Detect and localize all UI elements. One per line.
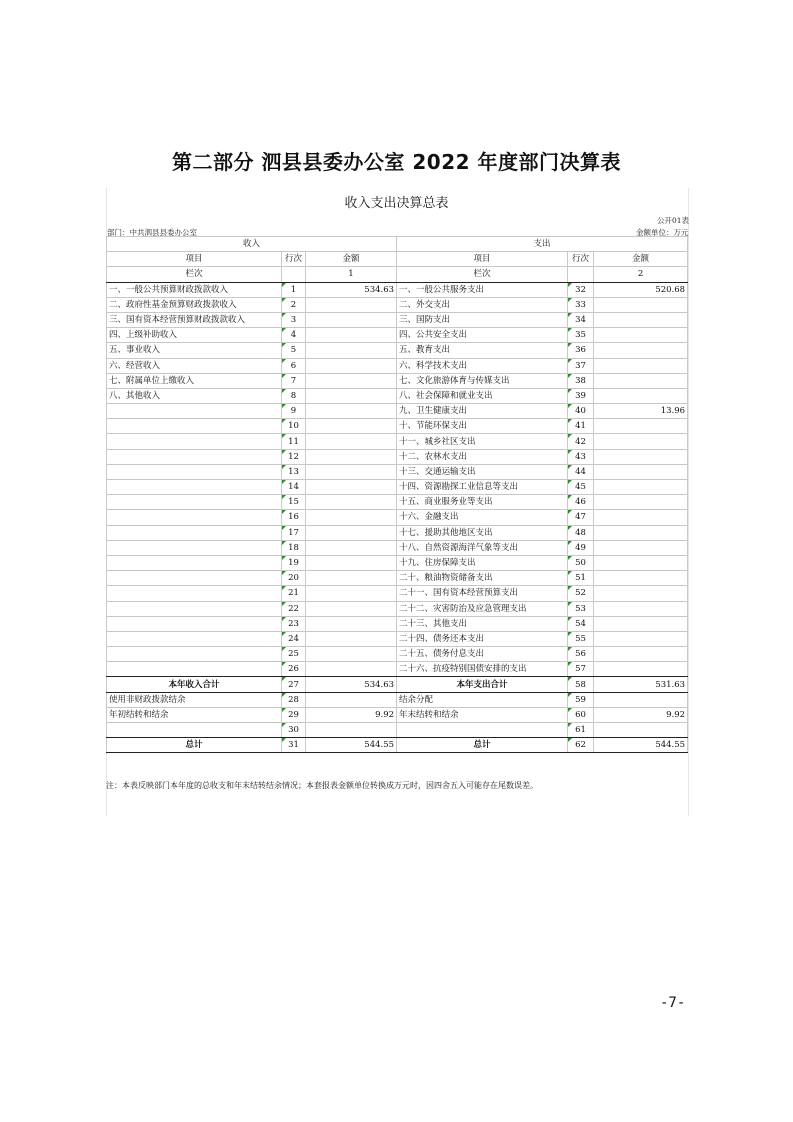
expense-item: 三、国防支出 <box>397 312 568 327</box>
income-amount: 544.55 <box>306 738 397 753</box>
income-amount <box>306 480 397 495</box>
expense-line-number: 54 <box>568 616 594 631</box>
income-amount: 534.63 <box>306 677 397 692</box>
expense-item: 八、社会保障和就业支出 <box>397 388 568 403</box>
expense-item: 二十四、债务还本支出 <box>397 631 568 646</box>
expense-amount <box>594 692 688 707</box>
footnote: 注：本表反映部门本年度的总收支和年末结转结余情况；本套报表金额单位转换成万元时，因四舍五入可能存在尾数误差。 <box>106 781 538 790</box>
income-line-number: 1 <box>282 282 306 297</box>
income-expense-table <box>106 236 688 753</box>
income-line-number: 27 <box>282 677 306 692</box>
income-amount <box>306 297 397 312</box>
expense-line-number: 37 <box>568 358 594 373</box>
table-row <box>107 510 688 525</box>
income-amount <box>306 647 397 662</box>
income-line-number: 14 <box>282 480 306 495</box>
table-row <box>107 312 688 327</box>
income-item: 三、国有资本经营预算财政拨款收入 <box>107 312 282 327</box>
expense-line-number: 55 <box>568 631 594 646</box>
income-item: 六、经营收入 <box>107 358 282 373</box>
expense-line-number: 49 <box>568 540 594 555</box>
expense-item: 二十二、灾害防治及应急管理支出 <box>397 601 568 616</box>
income-amount: 9.92 <box>306 707 397 722</box>
income-amount <box>306 616 397 631</box>
expense-line-number: 52 <box>568 586 594 601</box>
expense-amount <box>594 419 688 434</box>
income-line-number: 9 <box>282 404 306 419</box>
expense-line-number: 44 <box>568 464 594 479</box>
income-item <box>107 555 282 570</box>
expense-line-number: 62 <box>568 738 594 753</box>
income-amount <box>306 601 397 616</box>
expense-item: 四、公共安全支出 <box>397 328 568 343</box>
income-amount <box>306 631 397 646</box>
table-row <box>107 282 688 297</box>
income-line-number: 10 <box>282 419 306 434</box>
income-item <box>107 723 282 738</box>
expense-item: 十六、金融支出 <box>397 510 568 525</box>
income-item <box>107 404 282 419</box>
expense-line-number: 57 <box>568 662 594 677</box>
expense-line-number: 39 <box>568 388 594 403</box>
expense-amount <box>594 312 688 327</box>
expense-item: 二十、粮油物资储备支出 <box>397 571 568 586</box>
income-item: 年初结转和结余 <box>107 707 282 722</box>
expense-amount <box>594 495 688 510</box>
table-row <box>107 358 688 373</box>
income-line-number: 17 <box>282 525 306 540</box>
table-row <box>107 601 688 616</box>
income-amount <box>306 540 397 555</box>
column-header-row <box>107 252 688 267</box>
expense-amount <box>594 464 688 479</box>
expense-line-number: 50 <box>568 555 594 570</box>
income-line-number: 3 <box>282 312 306 327</box>
expense-item: 十七、援助其他地区支出 <box>397 525 568 540</box>
column-index-row <box>107 267 688 282</box>
income-item <box>107 571 282 586</box>
expense-item: 结余分配 <box>397 692 568 707</box>
expense-amount <box>594 647 688 662</box>
expense-line-number: 60 <box>568 707 594 722</box>
unit-label: 金额单位：万元 <box>636 228 689 237</box>
table-row <box>107 662 688 677</box>
table-row <box>107 616 688 631</box>
income-column-label: 栏次 <box>107 267 282 282</box>
expense-item: 本年支出合计 <box>397 677 568 692</box>
income-item <box>107 662 282 677</box>
income-amount-header: 金额 <box>306 252 397 267</box>
income-line-number: 24 <box>282 631 306 646</box>
income-item <box>107 495 282 510</box>
table-row <box>107 297 688 312</box>
department-label: 部门：中共泗县县委办公室 <box>107 228 197 237</box>
income-item <box>107 540 282 555</box>
income-amount <box>306 510 397 525</box>
expense-amount: 13.96 <box>594 404 688 419</box>
income-amount <box>306 312 397 327</box>
income-line-number: 20 <box>282 571 306 586</box>
income-item <box>107 434 282 449</box>
table-row <box>107 480 688 495</box>
expense-amount <box>594 480 688 495</box>
income-line-number: 21 <box>282 586 306 601</box>
form-number: 公开01表 <box>657 216 690 225</box>
income-amount <box>306 464 397 479</box>
expense-amount <box>594 723 688 738</box>
expense-item: 六、科学技术支出 <box>397 358 568 373</box>
expense-amount <box>594 525 688 540</box>
expense-item: 二十三、其他支出 <box>397 616 568 631</box>
expense-line-number: 61 <box>568 723 594 738</box>
table-row <box>107 525 688 540</box>
expense-item: 二十五、债务付息支出 <box>397 647 568 662</box>
table-title: 收入支出决算总表 <box>344 196 449 211</box>
table-row <box>107 328 688 343</box>
income-line-number: 19 <box>282 555 306 570</box>
income-line-number: 28 <box>282 692 306 707</box>
expense-item: 十八、自然资源海洋气象等支出 <box>397 540 568 555</box>
income-line-number: 11 <box>282 434 306 449</box>
income-item: 七、附属单位上缴收入 <box>107 373 282 388</box>
expense-item: 二十六、抗疫特别国债安排的支出 <box>397 662 568 677</box>
expense-line-number: 32 <box>568 282 594 297</box>
income-item: 一、一般公共预算财政拨款收入 <box>107 282 282 297</box>
expense-amount <box>594 616 688 631</box>
expense-amount <box>594 343 688 358</box>
expense-amount <box>594 373 688 388</box>
income-line-number: 12 <box>282 449 306 464</box>
income-amount <box>306 525 397 540</box>
expense-item: 十、节能环保支出 <box>397 419 568 434</box>
income-item: 本年收入合计 <box>107 677 282 692</box>
income-item: 使用非财政拨款结余 <box>107 692 282 707</box>
expense-amount <box>594 540 688 555</box>
income-amount <box>306 723 397 738</box>
income-line-number: 7 <box>282 373 306 388</box>
income-item: 四、上级补助收入 <box>107 328 282 343</box>
expense-line-number: 58 <box>568 677 594 692</box>
expense-amount: 520.68 <box>594 282 688 297</box>
expense-amount <box>594 510 688 525</box>
income-column-index: 1 <box>306 267 397 282</box>
page-number: -7- <box>660 995 686 1011</box>
expense-item: 十五、商业服务业等支出 <box>397 495 568 510</box>
income-item <box>107 616 282 631</box>
expense-item: 年末结转和结余 <box>397 707 568 722</box>
expense-column-label: 栏次 <box>397 267 568 282</box>
expense-item: 十九、住房保障支出 <box>397 555 568 570</box>
expense-amount <box>594 358 688 373</box>
income-amount <box>306 373 397 388</box>
expense-amount <box>594 586 688 601</box>
table-row <box>107 404 688 419</box>
income-amount <box>306 434 397 449</box>
expense-amount <box>594 328 688 343</box>
income-item <box>107 601 282 616</box>
income-amount <box>306 404 397 419</box>
table-row <box>107 540 688 555</box>
expense-item: 十一、城乡社区支出 <box>397 434 568 449</box>
income-line-number: 18 <box>282 540 306 555</box>
expense-line-number: 43 <box>568 449 594 464</box>
expense-amount <box>594 571 688 586</box>
expense-line-number: 33 <box>568 297 594 312</box>
income-amount <box>306 449 397 464</box>
expense-item: 十二、农林水支出 <box>397 449 568 464</box>
expense-item: 七、文化旅游体育与传媒支出 <box>397 373 568 388</box>
income-item: 总计 <box>107 738 282 753</box>
income-item: 八、其他收入 <box>107 388 282 403</box>
income-item <box>107 525 282 540</box>
table-row <box>107 707 688 722</box>
expense-line-number: 45 <box>568 480 594 495</box>
income-item <box>107 480 282 495</box>
expense-line-number: 42 <box>568 434 594 449</box>
income-item <box>107 631 282 646</box>
expense-line-number: 47 <box>568 510 594 525</box>
expense-line-number: 35 <box>568 328 594 343</box>
income-line-number: 8 <box>282 388 306 403</box>
income-line-number: 2 <box>282 297 306 312</box>
table-row <box>107 495 688 510</box>
income-line-number: 30 <box>282 723 306 738</box>
income-line-number: 13 <box>282 464 306 479</box>
total-row <box>107 738 688 753</box>
expense-item: 九、卫生健康支出 <box>397 404 568 419</box>
table-row <box>107 692 688 707</box>
expense-line-number: 36 <box>568 343 594 358</box>
expense-amount <box>594 601 688 616</box>
table-row <box>107 586 688 601</box>
income-amount <box>306 662 397 677</box>
expense-amount: 531.63 <box>594 677 688 692</box>
income-line-header: 行次 <box>282 252 306 267</box>
table-row <box>107 631 688 646</box>
income-amount <box>306 586 397 601</box>
expense-line-number: 51 <box>568 571 594 586</box>
income-amount <box>306 328 397 343</box>
expense-amount <box>594 388 688 403</box>
section-header-row <box>107 237 688 252</box>
expense-item: 二十一、国有资本经营预算支出 <box>397 586 568 601</box>
income-header: 收入 <box>107 237 397 252</box>
income-item: 二、政府性基金预算财政拨款收入 <box>107 297 282 312</box>
expense-item: 十四、资源勘探工业信息等支出 <box>397 480 568 495</box>
income-amount <box>306 692 397 707</box>
income-item <box>107 586 282 601</box>
expense-line-number: 59 <box>568 692 594 707</box>
expense-amount: 9.92 <box>594 707 688 722</box>
table-row <box>107 343 688 358</box>
income-item-header: 项目 <box>107 252 282 267</box>
expense-amount <box>594 297 688 312</box>
expense-column-index: 2 <box>594 267 688 282</box>
expense-line-number: 46 <box>568 495 594 510</box>
income-item: 五、事业收入 <box>107 343 282 358</box>
income-line-number: 5 <box>282 343 306 358</box>
expense-line-number: 56 <box>568 647 594 662</box>
table-row <box>107 434 688 449</box>
expense-line-number: 53 <box>568 601 594 616</box>
table-row <box>107 723 688 738</box>
income-line-number: 16 <box>282 510 306 525</box>
income-line-number: 26 <box>282 662 306 677</box>
income-amount <box>306 419 397 434</box>
expense-amount <box>594 631 688 646</box>
expense-item: 五、教育支出 <box>397 343 568 358</box>
expense-header: 支出 <box>397 237 688 252</box>
expense-item: 十三、交通运输支出 <box>397 464 568 479</box>
income-amount <box>306 343 397 358</box>
income-amount <box>306 388 397 403</box>
income-line-number: 29 <box>282 707 306 722</box>
income-item <box>107 510 282 525</box>
income-line-number: 25 <box>282 647 306 662</box>
income-amount <box>306 358 397 373</box>
expense-amount <box>594 662 688 677</box>
expense-item <box>397 723 568 738</box>
expense-line-header: 行次 <box>568 252 594 267</box>
expense-line-number: 48 <box>568 525 594 540</box>
income-item <box>107 419 282 434</box>
income-line-number: 15 <box>282 495 306 510</box>
expense-line-number: 41 <box>568 419 594 434</box>
income-line-number: 31 <box>282 738 306 753</box>
expense-amount <box>594 449 688 464</box>
income-item <box>107 647 282 662</box>
expense-item: 总计 <box>397 738 568 753</box>
table-row <box>107 373 688 388</box>
table-row <box>107 388 688 403</box>
subtotal-row <box>107 677 688 692</box>
expense-line-number: 38 <box>568 373 594 388</box>
expense-item: 一、一般公共服务支出 <box>397 282 568 297</box>
expense-amount-header: 金额 <box>594 252 688 267</box>
table-row <box>107 571 688 586</box>
table-row <box>107 419 688 434</box>
table-row <box>107 555 688 570</box>
table-row <box>107 647 688 662</box>
expense-item-header: 项目 <box>397 252 568 267</box>
income-line-number: 23 <box>282 616 306 631</box>
expense-line-number: 34 <box>568 312 594 327</box>
expense-item: 二、外交支出 <box>397 297 568 312</box>
table-row <box>107 464 688 479</box>
expense-amount: 544.55 <box>594 738 688 753</box>
expense-amount <box>594 555 688 570</box>
income-amount <box>306 555 397 570</box>
income-item <box>107 464 282 479</box>
income-amount: 534.63 <box>306 282 397 297</box>
page-title: 第二部分 泗县县委办公室 2022 年度部门决算表 <box>171 150 622 174</box>
expense-amount <box>594 434 688 449</box>
income-item <box>107 449 282 464</box>
income-amount <box>306 571 397 586</box>
income-line-number: 22 <box>282 601 306 616</box>
income-line-number: 4 <box>282 328 306 343</box>
income-line-number: 6 <box>282 358 306 373</box>
income-amount <box>306 495 397 510</box>
table-row <box>107 449 688 464</box>
expense-line-number: 40 <box>568 404 594 419</box>
